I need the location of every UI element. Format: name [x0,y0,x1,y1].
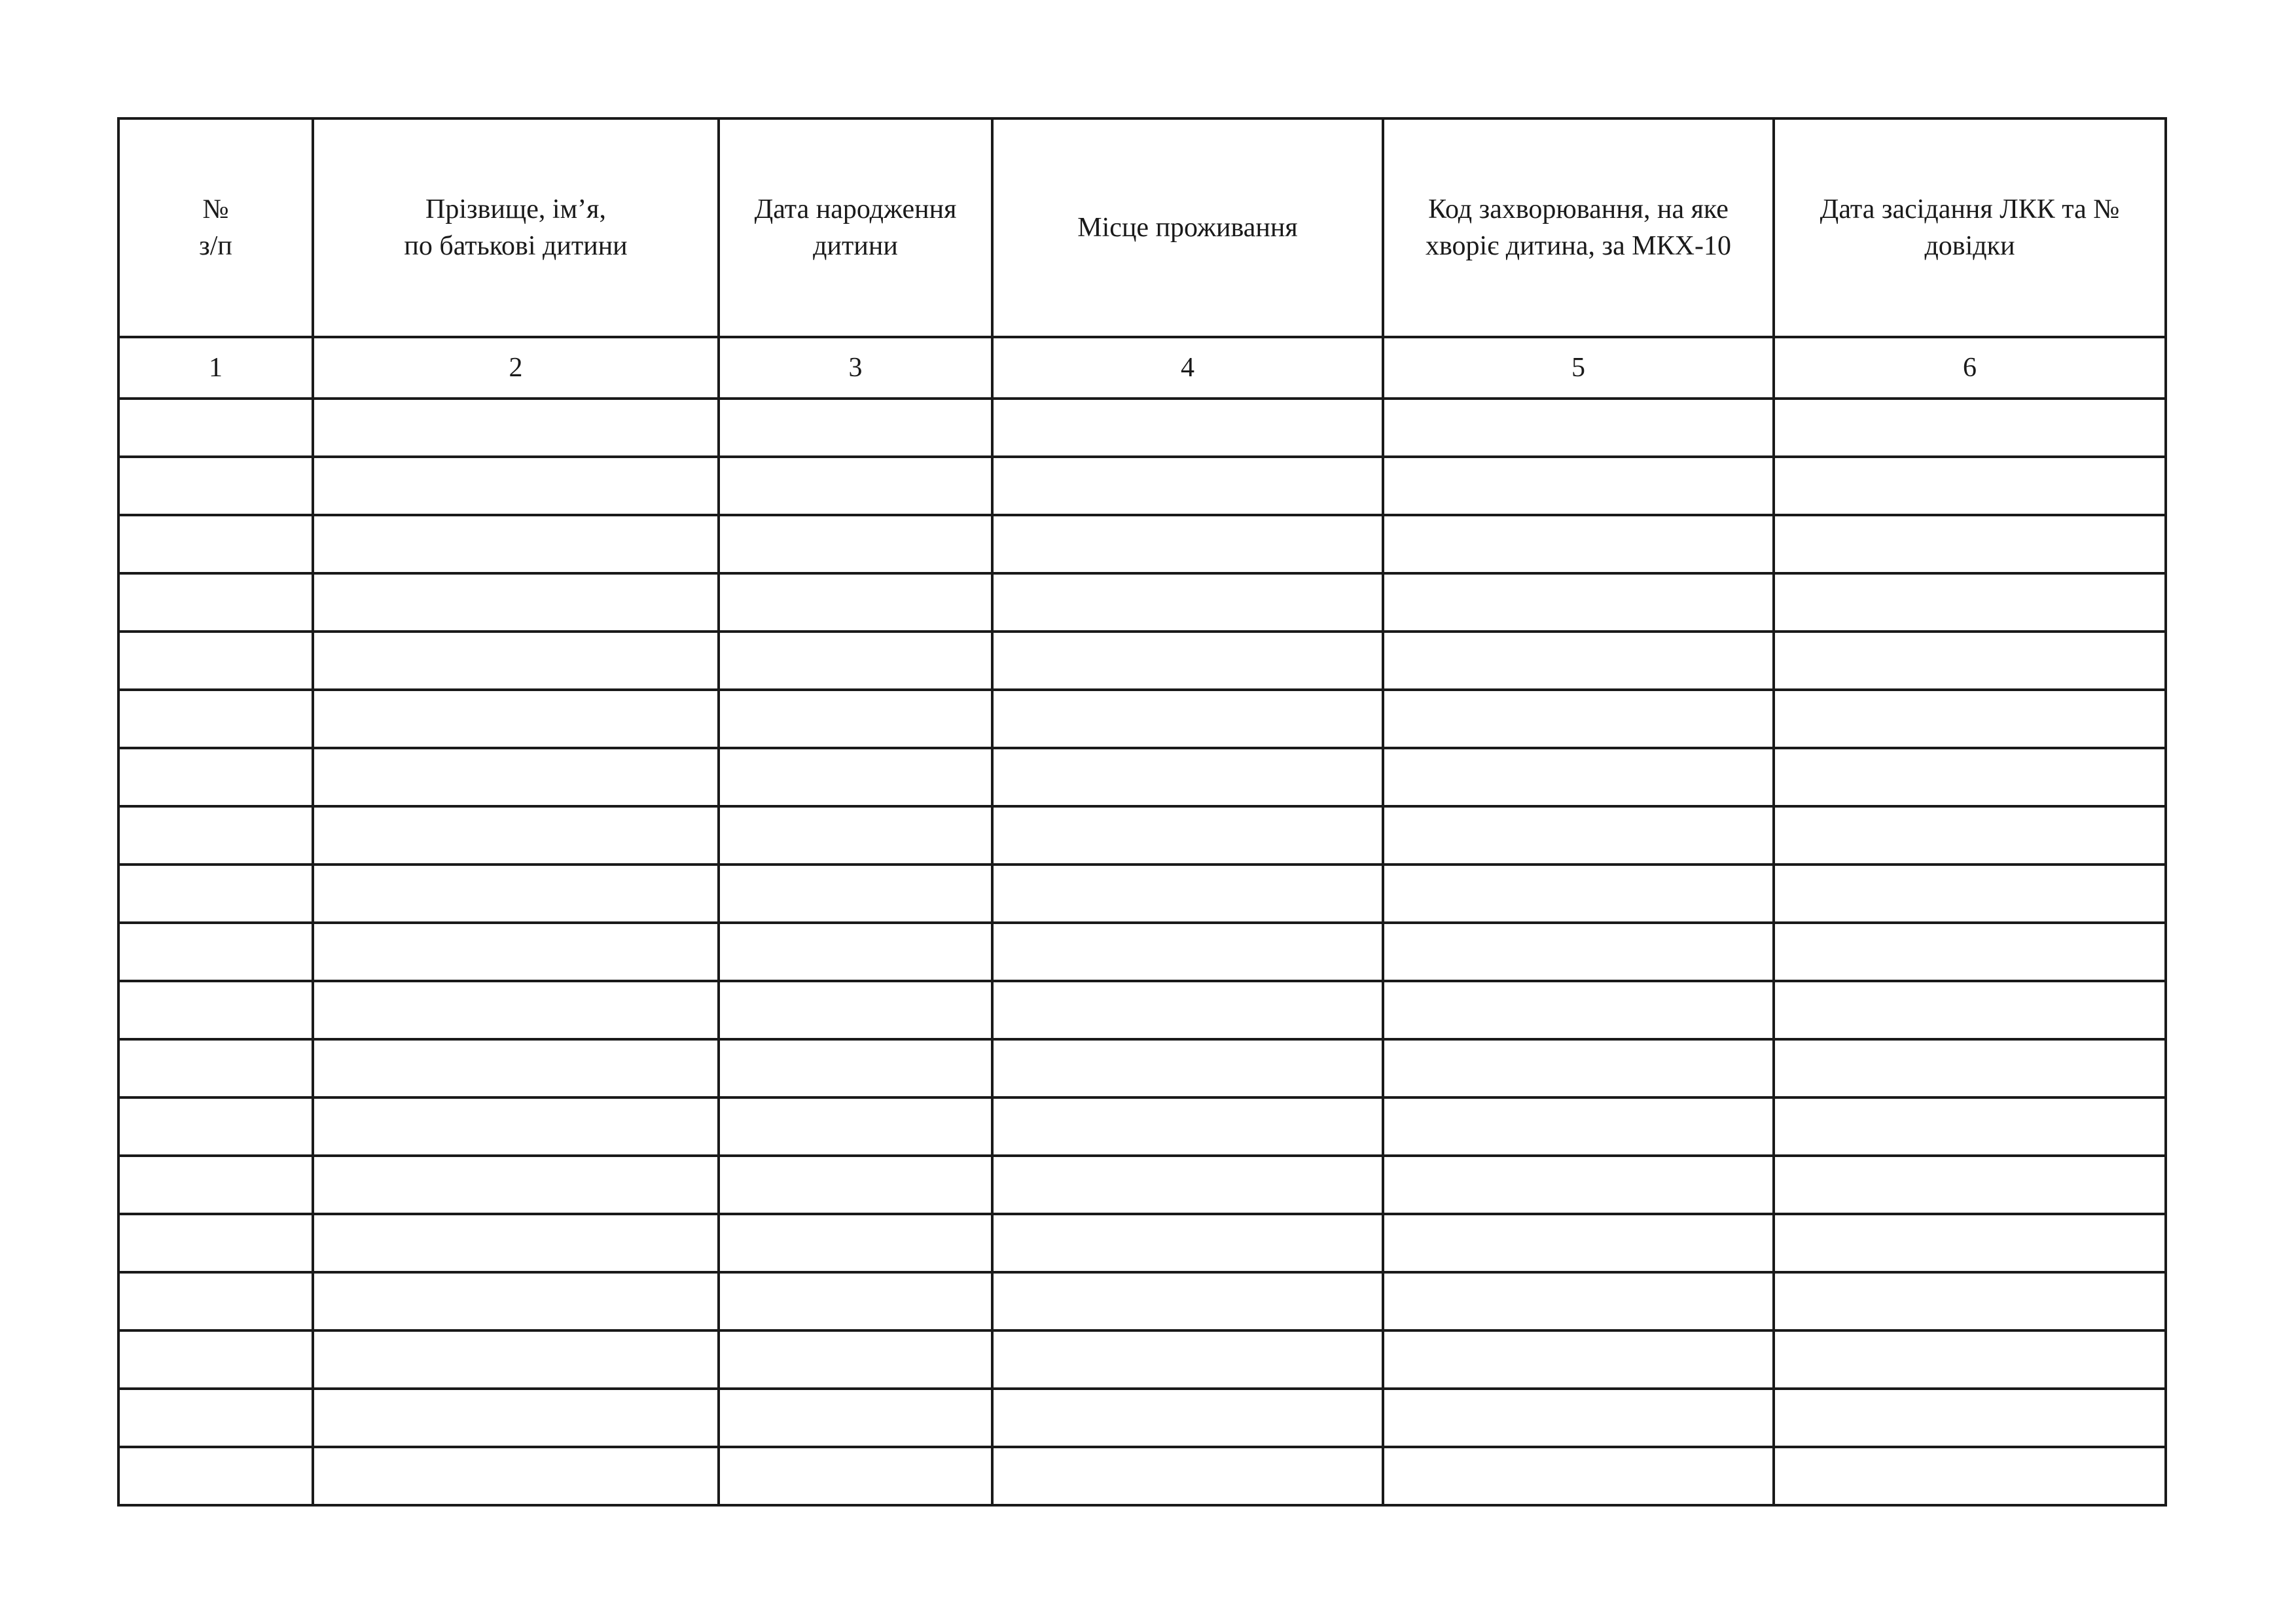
blank-cell [313,1156,719,1214]
blank-cell [118,923,313,981]
blank-cell [118,1156,313,1214]
header-row [118,118,2166,337]
table-row [118,1447,2166,1505]
column-number: 4 [992,337,1383,399]
table-row [118,1272,2166,1330]
blank-cell [313,1097,719,1156]
blank-cell [1774,632,2166,690]
blank-cell [719,1330,992,1389]
blank-cell [992,806,1383,865]
blank-cell [313,1389,719,1447]
blank-cell [313,632,719,690]
header-cell-number [118,118,313,337]
blank-cell [1383,748,1774,806]
blank-cell [118,1272,313,1330]
table-row [118,515,2166,573]
blank-cell [118,1447,313,1505]
blank-cell [313,1447,719,1505]
blank-cell [118,806,313,865]
blank-cell [719,1097,992,1156]
table-row [118,457,2166,515]
blank-cell [1383,457,1774,515]
blank-cell [1774,748,2166,806]
blank-cell [1774,399,2166,457]
blank-cell [313,1330,719,1389]
header-cell-full-name [313,118,719,337]
header-text: дитини [813,231,898,261]
blank-cell [719,515,992,573]
blank-cell [1383,1447,1774,1505]
blank-cell [992,981,1383,1039]
blank-cell [313,1039,719,1097]
header-text: Дата народження [754,194,957,224]
header-cell-disease-code [1383,118,1774,337]
blank-cell [313,515,719,573]
blank-cell [118,457,313,515]
blank-cell [118,1389,313,1447]
blank-cell [313,806,719,865]
header-text: № [202,194,229,224]
blank-cell [313,923,719,981]
blank-cell [1383,1156,1774,1214]
blank-cell [719,1039,992,1097]
blank-cell [992,865,1383,923]
header-text: Код захворювання, на яке [1428,194,1729,224]
column-number: 5 [1383,337,1774,399]
table-row [118,806,2166,865]
blank-cell [719,1389,992,1447]
blank-cell [719,573,992,632]
table-row [118,1097,2166,1156]
blank-cell [1383,1039,1774,1097]
table-row [118,1039,2166,1097]
blank-cell [1383,632,1774,690]
header-text: довідки [1924,231,2015,261]
blank-cell [992,1156,1383,1214]
table-body [118,399,2166,1505]
header-cell-residence [992,118,1383,337]
blank-cell [118,690,313,748]
blank-cell [118,632,313,690]
blank-cell [719,1272,992,1330]
column-number: 2 [313,337,719,399]
header-text: Прізвище, ім’я, [425,194,606,224]
blank-cell [1774,1156,2166,1214]
blank-cell [118,515,313,573]
blank-cell [992,748,1383,806]
blank-cell [1774,515,2166,573]
blank-cell [992,1039,1383,1097]
header-text: хворіє дитина, за МКХ-10 [1426,231,1731,261]
header-text: Дата засідання ЛКК та № [1820,194,2120,224]
blank-cell [1774,1447,2166,1505]
header-cell-commission-date [1774,118,2166,337]
blank-cell [1383,981,1774,1039]
blank-cell [992,399,1383,457]
blank-cell [313,865,719,923]
blank-cell [719,690,992,748]
blank-cell [1383,1097,1774,1156]
table-row [118,632,2166,690]
column-number: 3 [719,337,992,399]
blank-cell [1774,865,2166,923]
blank-cell [719,632,992,690]
blank-cell [719,457,992,515]
blank-cell [992,923,1383,981]
blank-cell [719,923,992,981]
table-row [118,1214,2166,1272]
blank-cell [719,748,992,806]
blank-cell [1774,1330,2166,1389]
blank-cell [719,399,992,457]
blank-cell [992,515,1383,573]
blank-cell [1383,865,1774,923]
blank-cell [118,1330,313,1389]
blank-cell [118,1039,313,1097]
blank-cell [1383,806,1774,865]
column-number: 6 [1774,337,2166,399]
blank-cell [992,457,1383,515]
blank-cell [1383,399,1774,457]
table-row [118,923,2166,981]
blank-cell [719,1214,992,1272]
blank-cell [313,748,719,806]
blank-cell [1774,1389,2166,1447]
blank-cell [992,1447,1383,1505]
blank-cell [992,690,1383,748]
blank-cell [118,748,313,806]
blank-cell [313,457,719,515]
blank-cell [719,865,992,923]
blank-cell [1774,1097,2166,1156]
blank-cell [992,1214,1383,1272]
blank-cell [719,806,992,865]
blank-cell [118,399,313,457]
blank-cell [719,981,992,1039]
column-number: 1 [118,337,313,399]
blank-cell [1774,690,2166,748]
blank-cell [719,1156,992,1214]
table-row [118,1330,2166,1389]
blank-cell [313,1272,719,1330]
blank-cell [992,1330,1383,1389]
blank-cell [1774,1039,2166,1097]
header-text: з/п [199,231,232,261]
table-row [118,1389,2166,1447]
header-cell-birth-date [719,118,992,337]
header-text: по батькові дитини [404,231,628,261]
blank-cell [1383,1272,1774,1330]
register-table [117,117,2167,1507]
blank-cell [118,1097,313,1156]
blank-cell [719,1447,992,1505]
blank-cell [992,573,1383,632]
blank-cell [1383,923,1774,981]
blank-cell [1774,573,2166,632]
blank-cell [313,573,719,632]
blank-cell [313,1214,719,1272]
blank-cell [118,865,313,923]
blank-cell [1383,573,1774,632]
blank-cell [992,632,1383,690]
blank-cell [1774,981,2166,1039]
table-row [118,399,2166,457]
blank-cell [1774,457,2166,515]
blank-cell [1383,1214,1774,1272]
blank-cell [313,399,719,457]
table-row [118,748,2166,806]
column-number-row [118,337,2166,399]
blank-cell [1383,690,1774,748]
blank-cell [992,1389,1383,1447]
table-row [118,865,2166,923]
table-row [118,690,2166,748]
blank-cell [1774,1214,2166,1272]
blank-cell [1383,1330,1774,1389]
table-row [118,573,2166,632]
blank-cell [118,1214,313,1272]
blank-cell [1383,1389,1774,1447]
blank-cell [118,981,313,1039]
blank-cell [1774,923,2166,981]
blank-cell [313,690,719,748]
header-text: Місце проживання [1077,213,1298,243]
table-row [118,1156,2166,1214]
blank-cell [313,981,719,1039]
blank-cell [1383,515,1774,573]
table-row [118,981,2166,1039]
blank-cell [1774,806,2166,865]
blank-cell [118,573,313,632]
blank-cell [1774,1272,2166,1330]
blank-cell [992,1272,1383,1330]
blank-cell [992,1097,1383,1156]
